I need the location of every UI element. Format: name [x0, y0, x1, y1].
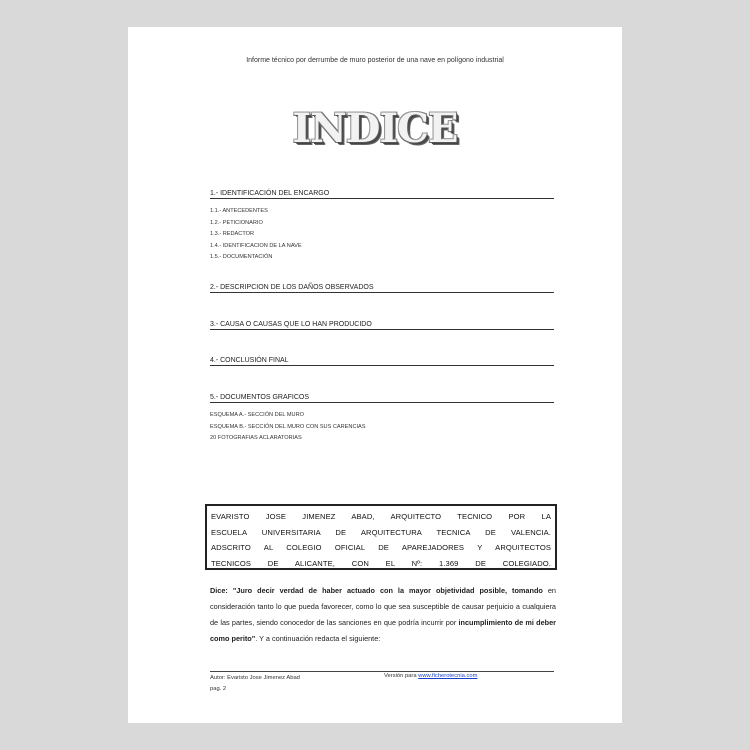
certification-box: [205, 504, 557, 570]
footer-website-link[interactable]: www.ficherotecnia.com: [418, 673, 478, 679]
declaration-closing: . Y a continuación redacta el siguiente:: [255, 634, 381, 643]
list-item: 1.1.- ANTECEDENTES: [210, 208, 268, 214]
section-heading-1: 1.- IDENTIFICACIÓN DEL ENCARGO: [210, 190, 554, 199]
list-item: 1.2.- PETICIONARIO: [210, 219, 263, 226]
section-1-subitems: [210, 206, 302, 264]
footer-author-block: [210, 673, 300, 695]
section-heading-3: 3.- CAUSA O CAUSAS QUE LO HAN PRODUCIDO: [210, 321, 554, 330]
page-title: INDICE: [292, 105, 458, 152]
footer-divider: [210, 671, 554, 672]
list-item: 1.3.- REDACTOR: [210, 231, 255, 237]
declaration-oath: "Juro decir verdad de haber actuado con la mayor objetividad posible, tomando: [232, 586, 543, 595]
certification-line: TECNICOS DE ALICANTE, CON EL Nº: 1.369 DE COLEGIADO.: [211, 558, 551, 568]
section-heading-2: 2.- DESCRIPCION DE LOS DAÑOS OBSERVADOS: [210, 284, 554, 293]
list-item: 1.4.- IDENTIFICACION DE LA NAVE: [210, 242, 302, 249]
certification-line: EVARISTO JOSE JIMENEZ ABAD, ARQUITECTO TECNICO POR LA: [211, 512, 551, 521]
declaration-prefix: Dice:: [210, 586, 233, 595]
list-item: 1.5.- DOCUMENTACIÓN: [210, 254, 273, 260]
section-5-subitems: [210, 410, 366, 445]
list-item: ESQUEMA B.- SECCIÓN DEL MURO CON SUS CARENCIAS: [210, 423, 366, 430]
declaration-body: en consideración tanto lo que pueda favorecer, como lo que sea susceptible de causar perjuicio a cualquiera de las partes, siendo conocedor de las sanciones en que podría incurrir por: [210, 586, 556, 627]
section-heading-5: 5.- DOCUMENTOS GRAFICOS: [210, 394, 554, 403]
document-page: [128, 27, 622, 723]
footer-version: [384, 673, 477, 679]
footer-page-number: pag. 2: [210, 686, 227, 692]
declaration-paragraph: [210, 583, 556, 647]
declaration-duty: incumplimiento de mi deber como perito": [210, 618, 557, 643]
list-item: 20 FOTOGRAFIAS ACLARATORIAS: [210, 435, 302, 441]
footer-version-label: Versión para: [384, 673, 419, 679]
section-heading-4: 4.- CONCLUSIÓN FINAL: [210, 357, 554, 366]
certification-line: ESCUELA UNIVERSITARIA DE ARQUITECTURA TECNICA DE VALENCIA.: [211, 527, 551, 537]
running-header: Informe técnico por derrumbe de muro posterior de una nave en polígono industrial: [246, 57, 504, 64]
footer-author: Autor: Evaristo Jose Jimenez Abad: [210, 675, 300, 681]
list-item: ESQUEMA A.- SECCIÓN DEL MURO: [210, 412, 304, 418]
certification-line: ADSCRITO AL COLEGIO OFICIAL DE APAREJADORES Y ARQUITECTOS: [211, 543, 551, 552]
